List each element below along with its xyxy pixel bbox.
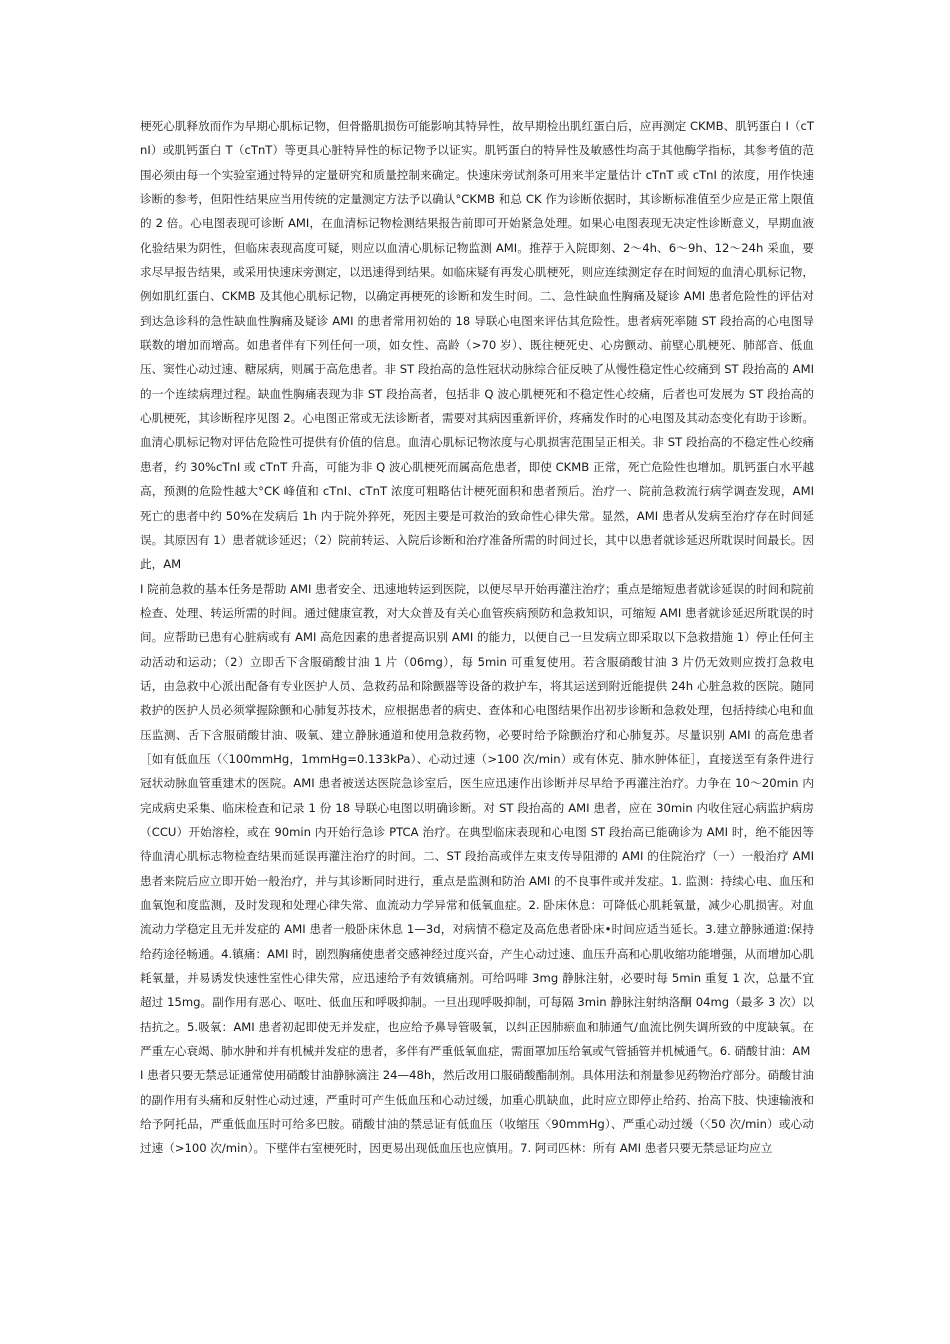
paragraph-3: I 患者只要无禁忌证通常使用硝酸甘油静脉滴注 24—48h，然后改用口服硝酸酯制剂。具体用法和剂量参见药物治疗部分。硝酸甘油的副作用有头痛和反射性心动过速，严重时可产生低血压和心动过缓，加重心肌缺血，此时应立即停止给药、抬高下肢、快速输液和给予阿托品，严重低血压时可给多巴胺。硝酸甘油的禁忌证有低血压（收缩压〈90mmHg）、严重心动过缓（〈50 次/min）或心动过速（>100 次/min）。下壁伴右室梗死时，因更易出现低血压也应慎用。7. 阿司匹林：所有 AMI 患者只要无禁忌证均应立	[140, 1068, 814, 1156]
paragraph-2: I 院前急救的基本任务是帮助 AMI 患者安全、迅速地转运到医院，以便尽早开始再灌注治疗；重点是缩短患者就诊延误的时间和院前检查、处理、转运所需的时间。通过健康宣教，对大众普及有关心血管疾病预防和急救知识，可缩短 AMI 患者就诊延迟所耽误的时间。应帮助已患有心脏病或有 AMI 高危因素的患者提高识别 AMI 的能力，以便自己一旦发病立即采取以下急救措施 1）停止任何主动活动和运动；（2）立即舌下含服硝酸甘油 1 片（06mg），每 5min 可重复使用。若含服硝酸甘油 3 片仍无效则应拨打急救电话，由急救中心派出配备有专业医护人员、急救药品和除颤器等设备的救护车，将其运送到附近能提供 24h 心脏急救的医院。随同救护的医护人员必须掌握除颤和心肺复苏技术，应根据患者的病史、查体和心电图结果作出初步诊断和急救处理，包括持续心电和血压监测、舌下含服硝酸甘油、吸氧、建立静脉通道和使用急救药物，必要时给予除颤治疗和心肺复苏。尽量识别 AMI 的高危患者［如有低血压（〈100mmHg，1mmHg=0.133kPa）、心动过速（>100 次/min）或有休克、肺水肿体征］，直接送至有条件进行冠状动脉血管重建术的医院。AMI 患者被送达医院急诊室后，医生应迅速作出诊断并尽早给予再灌注治疗。力争在 10～20min 内完成病史采集、临床检查和记录 1 份 18 导联心电图以明确诊断。对 ST 段抬高的 AMI 患者，应在 30min 内收住冠心病监护病房（CCU）开始溶栓，或在 90min 内开始行急诊 PTCA 治疗。在典型临床表现和心电图 ST 段抬高已能确诊为 AMI 时，绝不能因等待血清心肌标志物检查结果而延误再灌注治疗的时间。二、ST 段抬高或伴左束支传导阻滞的 AMI 的住院治疗（一）一般治疗 AMI 患者来院后应立即开始一般治疗，并与其诊断同时进行，重点是监测和防治 AMI 的不良事件或并发症。1. 监测：持续心电、血压和血氧饱和度监测，及时发现和处理心律失常、血流动力学异常和低氧血症。2. 卧床休息：可降低心肌耗氧量，减少心肌损害。对血流动力学稳定且无并发症的 AMI 患者一般卧床休息 1—3d，对病情不稳定及高危患者卧床•时间应适当延长。3.建立静脉通道:保持给药途径畅通。4.镇痛：AMI 时，剧烈胸痛使患者交感神经过度兴奋，产生心动过速、血压升高和心肌收缩功能增强，从而增加心肌耗氧量，并易诱发快速性室性心律失常，应迅速给予有效镇痛剂。可给吗啡 3mg 静脉注射，必要时每 5min 重复 1 次，总量不宜超过 15mg。副作用有恶心、呕吐、低血压和呼吸抑制。一旦出现呼吸抑制，可每隔 3min 静脉注射纳洛酮 04mg（最多 3 次）以拮抗之。5.吸氧：AMI 患者初起即使无并发症，也应给予鼻导管吸氧，以纠正因肺瘀血和肺通气/血流比例失调所致的中度缺氧。在严重左心衰竭、肺水肿和并有机械并发症的患者，多伴有严重低氧血症，需面罩加压给氧或气管插管并机械通气。6. 硝酸甘油：AM	[140, 581, 814, 1059]
paragraph-1: 梗死心肌释放而作为早期心肌标记物，但骨骼肌损伤可能影响其特异性，故早期检出肌红蛋白后，应再测定 CKMB、肌钙蛋白 I（cTnI）或肌钙蛋白 T（cTnT）等更具心脏特异性的标记物予以证实。肌钙蛋白的特异性及敏感性均高于其他酶学指标，其参考值的范围必须由每一个实验室通过特异的定量研究和质量控制来确定。快速床旁试剂条可用来半定量估计 cTnT 或 cTnI 的浓度，用作快速诊断的参考，但阳性结果应当用传统的定量测定方法予以确认°CKMB 和总 CK 作为诊断依据时，其诊断标准值至少应是正常上限值的 2 倍。心电图表现可诊断 AMI，在血清标记物检测结果报告前即可开始紧急处理。如果心电图表现无决定性诊断意义，早期血液化验结果为阴性，但临床表现高度可疑，则应以血清心肌标记物监测 AMI。推荐于入院即刻、2～4h、6～9h、12～24h 采血，要求尽早报告结果，或采用快速床旁测定，以迅速得到结果。如临床疑有再发心肌梗死，则应连续测定存在时间短的血清心肌标记物，例如肌红蛋白、CKMB 及其他心肌标记物，以确定再梗死的诊断和发生时间。二、急性缺血性胸痛及疑诊 AMI 患者危险性的评估对到达急诊科的急性缺血性胸痛及疑诊 AMI 的患者常用初始的 18 导联心电图来评估其危险性。患者病死率随 ST 段抬高的心电图导联数的增加而增高。如患者伴有下列任何一项，如女性、高龄（>70 岁）、既往梗死史、心房颤动、前壁心肌梗死、肺部音、低血压、窦性心动过速、糖尿病，则属于高危患者。非 ST 段抬高的急性冠状动脉综合征反映了从慢性稳定性心绞痛到 ST 段抬高的 AMI 的一个连续病理过程。缺血性胸痛表现为非 ST 段抬高者，包括非 Q 波心肌梗死和不稳定性心绞痛，后者也可发展为 ST 段抬高的心肌梗死，其诊断程序见图 2。心电图正常或无法诊断者，需要对其病因重新评价，疼痛发作时的心电图及其动态变化有助于诊断。血清心肌标记物对评估危险性可提供有价值的信息。血清心肌标记物浓度与心肌损害范围呈正相关。非 ST 段抬高的不稳定性心绞痛患者，约 30%cTnI 或 cTnT 升高，可能为非 Q 波心肌梗死而属高危患者，即使 CKMB 正常，死亡危险性也增加。肌钙蛋白水平越高，预测的危险性越大°CK 峰值和 cTnI、cTnT 浓度可粗略估计梗死面积和患者预后。治疗一、院前急救流行病学调查发现，AMI 死亡的患者中约 50%在发病后 1h 内于院外猝死，死因主要是可救治的致命性心律失常。显然，AMI 患者从发病至治疗存在时间延误。其原因有 1）患者就诊延迟；（2）院前转运、入院后诊断和治疗准备所需的时间过长，其中以患者就诊延迟所耽误时间最长。因此，AM	[140, 119, 814, 572]
body-text	[140, 114, 814, 1161]
